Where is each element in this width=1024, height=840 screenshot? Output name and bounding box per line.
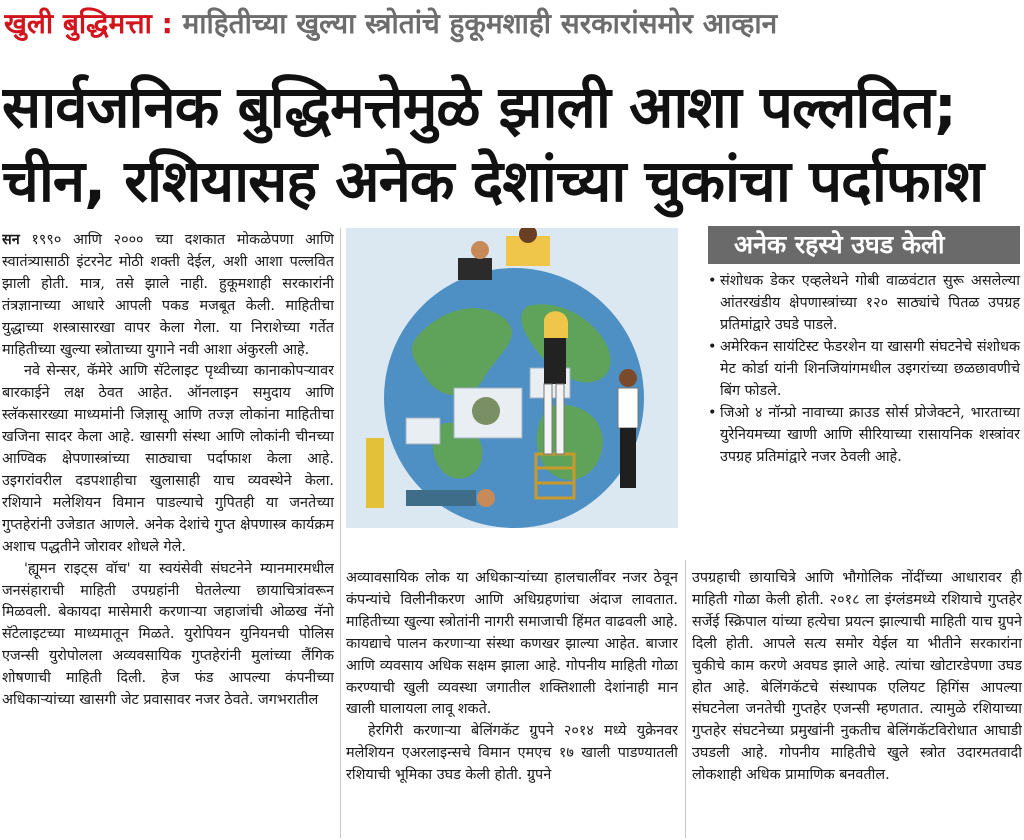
sidebox-item: • संशोधक डेकर एव्हलेथने गोबी वाळवंटात सुरू असलेल्या आंतरखंडीय क्षेपणास्त्रांच्या १२० साठ्यांचे पितळ उपग्रह प्रतिमांद्वारे उघडे पाडले. <box>708 270 1020 336</box>
headline-line-1: सार्वजनिक बुद्धिमत्तेमुळे झाली आशा पल्लवित; <box>2 73 956 141</box>
kicker-label: खुली बुद्धिमत्ता <box>4 7 152 40</box>
globe-people-illustration-icon <box>346 228 678 528</box>
article-paragraph: उपग्रहाची छायाचित्रे आणि भौगोलिक नोंदींच्या आधारावर ही माहिती गोळा केली होती. २०१८ ला इंग्लंडमध्ये रशियाचे गुप्तहेर सर्जेई स्क्रिपाल यांच्या हत्येचा प्रयत्न झाल्याची माहिती याच ग्रुपने दिली होती. आपले सत्य समोर येईल या भीतीने सरकारांना चुकीचे काम करणे अवघड झाले आहे. त्यांचा खोटारडेपणा उघड होत आहे. बेलिंगकॅटचे संस्थापक एलियट हिगिंस आपल्या संघटनेला जनतेची गुप्तहेर एजन्सी म्हणतात. त्यामुळे रशियाच्या गुप्तहेर संघटनेच्या प्रमुखांनी नुकतीच बेलिंगकॅटविरोधात आघाडी उघडली आहे. गोपनीय माहितीचे खुले स्त्रोत उदारमतवादी लोकशाही अधिक प्रामाणिक बनवतील. <box>692 570 1022 784</box>
headline-line-2: चीन, रशियासह अनेक देशांच्या चुकांचा पर्दाफाश <box>2 147 984 215</box>
article-paragraph: हेरगिरी करणाऱ्या बेलिंगकॅट ग्रुपने २०१४ मध्ये युक्रेनवर मलेशियन एअरलाइन्सचे विमान एमएच १७ खाली पाडण्यातली रशियाची भूमिका उघड केली होती. ग्रुपने <box>346 723 678 784</box>
article-column-middle <box>346 568 678 838</box>
kicker-text: माहितीच्या खुल्या स्त्रोतांचे हुकूमशाही सरकारांसमोर आव्हान <box>182 7 778 40</box>
article-column-left <box>2 230 334 838</box>
article-paragraph: अव्यावसायिक लोक या अधिकाऱ्यांच्या हालचालींवर नजर ठेवून कंपन्यांचे विलीनीकरण आणि अधिग्रहणांचा अंदाज लावतात. माहितीच्या खुल्या स्त्रोतांनी नागरी समाजाची हिंमत वाढवली आहे. कायद्याचे पालन करणाऱ्या संस्था कणखर झाल्या आहेत. बाजार आणि व्यवसाय अधिक सक्षम झाला आहे. गोपनीय माहिती गोळा करण्याची खुली व्यवस्था जगातील शक्तिशाली देशांनाही मान खाली घालायला लावू शकते. <box>346 570 678 718</box>
sidebox <box>708 226 1020 526</box>
article-paragraph: सन १९९० आणि २००० च्या दशकात मोकळेपणा आणि स्वातंत्र्यासाठी इंटरनेट मोठी शक्ती देईल, अशी आशा पल्लवित झाली होती. मात्र, तसे झाले नाही. हुकूमशाही सरकारांनी तंत्रज्ञानाच्या आधारे आपली पकड मजबूत केली. माहितीचा युद्धाच्या शस्त्रासारखा वापर केला गेला. या निराशेच्या गर्तेत माहितीच्या खुल्या स्त्रोताच्या युगाने नवी आशा अंकुरली आहे. <box>2 232 334 358</box>
headline <box>2 70 1022 218</box>
column-divider <box>685 560 686 838</box>
kicker-separator: : <box>151 7 183 40</box>
article-paragraph: 'ह्यूमन राइट्स वॉच' या स्वयंसेवी संघटनेने म्यानमारमधील जनसंहाराची माहिती उपग्रहांनी घेतलेल्या छायाचित्रांवरून मिळवली. बेकायदा मासेमारी करणाऱ्या जहाजांची ओळख नॅनो सॅटेलाइटच्या माध्यमातून मिळते. युरोपियन युनियनची पोलिस एजन्सी युरोपोलला अव्यवसायिक गुप्तहेरांनी मुलांच्या लैंगिक शोषणाची माहिती दिली. हेज फंड आपल्या कंपनीच्या अधिकाऱ्यांच्या खासगी जेट प्रवासावर नजर ठेवते. जगभरातील <box>2 560 334 709</box>
sidebox-item: • अमेरिकन सायंटिस्ट फेडरशेन या खासगी संघटनेचे संशोधक मेट कोर्डा यांनी शिनजियांगमधील उइगरांच्या छळछावणीचे बिंग फोडले. <box>708 336 1020 402</box>
kicker-line <box>4 2 1020 46</box>
dateline: सन <box>2 232 20 248</box>
article-paragraph: नवे सेन्सर, कॅमेरे आणि सॅटेलाइट पृथ्वीच्या कानाकोपऱ्यावर बारकाईने लक्ष ठेवत आहेत. ऑनलाइन समुदाय आणि स्लॅकसारख्या माध्यमांनी जिज्ञासू आणि तज्ज्ञ लोकांना माहितीचा खजिना सादर केला आहे. खासगी संस्था आणि लोकांनी चीनच्या आण्विक क्षेपणास्त्रांच्या साठ्याचा पर्दाफाश केला आहे. उइगरांवरील दडपशाहीचा खुलासाही याच व्यवस्थेने केला. रशियाने मलेशियन विमान पाडल्याचे गुपितही या जनतेच्या गुप्तहेरांनी उजेडात आणले. अनेक देशांचे गुप्त क्षेपणास्त्र कार्यक्रम अशाच पद्धतीने जोरावर शोधले गेले. <box>2 363 334 555</box>
sidebox-item: • जिओ ४ नॉन्प्रो नावाच्या क्राउड सोर्स प्रोजेक्टने, भारताच्या युरेनियमच्या खाणी आणि सीरियाच्या रासायनिक शस्त्रांवर उपग्रह प्रतिमांद्वारे नजर ठेवली आहे. <box>708 402 1020 468</box>
column-divider <box>340 228 341 838</box>
article-column-right <box>692 568 1022 838</box>
sidebox-title: अनेक रहस्ये उघड केली <box>708 226 1020 264</box>
sidebox-list <box>708 270 1020 468</box>
globe-illustration <box>346 228 678 528</box>
